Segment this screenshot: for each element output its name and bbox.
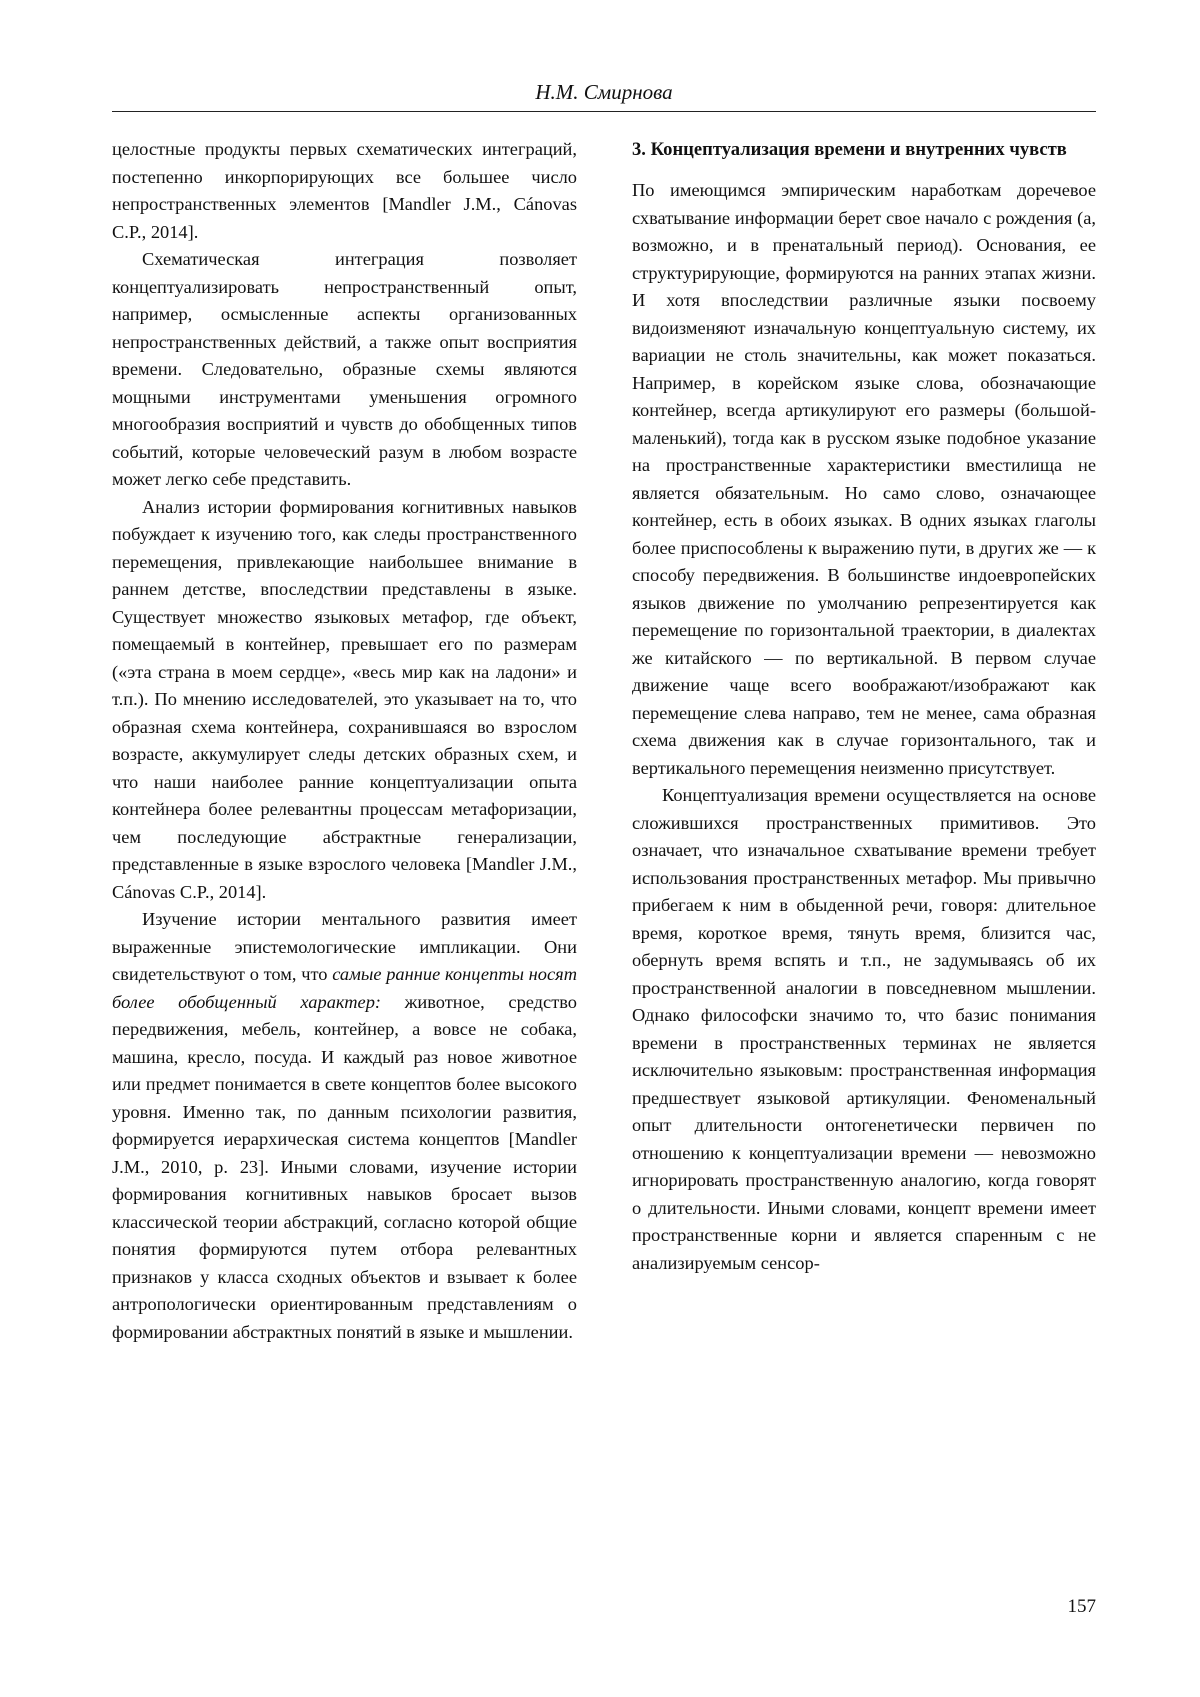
right-column [632, 136, 1096, 1277]
left-paragraph-4-end: животное, средство передвижения, мебель, контейнер, а вовсе не собака, машина, кресло, посуда. И каждый раз новое животное или предмет понимается в свете концептов более высокого уровня. Именно так, по данным психологии развития, формируется иерархическая система концептов [Mandler J.M., 2010, p. 23]. Иными словами, изучение истории формирования когнитивных навыков бросает вызов классической теории абстракций, согласно которой общие понятия формируются путем отбора релевантных признаков у класса сходных объектов и взывает к более антропологически ориентированным представлениям о формировании абстрактных понятий в языке и мышлении. [112, 991, 577, 1342]
section-title: 3. Концептуализация времени и внутренних чувств [632, 139, 1067, 160]
left-paragraph-1: целостные продукты первых схематических интеграций, постепенно инкорпорирующих все большее число непространственных элементов [Mandler J.M., Cánovas C.P., 2014]. [112, 139, 577, 242]
left-paragraph-4-emphasis: самые ранние концепты носят более обобщенный характер: [112, 964, 577, 1012]
right-paragraph-1: По имеющимся эмпирическим наработкам доречевое схватывание информации берет свое начало с рождения (а, возможно, и в пренатальный период). Основания, ее структурирующие, формируются на ранних этапах жизни. И хотя впоследствии различные языки посвоему видоизменяют изначальную концептуальную систему, их вариации не столь значительны, как может показаться. Например, в корейском языке слова, обозначающие контейнер, всегда артикулируют его размеры (большой-маленький), тогда как в русском языке подобное указание на пространственные характеристики вместилища не является обязательным. Но само слово, означающее контейнер, есть в обоих языках. В одних языках глаголы более приспособлены к выражению пути, в других же — к способу передвижения. В большинстве индоевропейских языков движение по умолчанию репрезентируется как перемещение по горизонтальной траектории, в диалектах же китайского — по вертикальной. В первом случае движение чаще всего воображают/изображают как перемещение слева направо, тем не менее, сама образная схема движения как в случае горизонтального, так и вертикального перемещения неизменно присутствует. [632, 180, 1096, 778]
running-header-author: Н.М. Смирнова [535, 80, 673, 104]
left-paragraph-2: Схематическая интеграция позволяет концептуализировать непространственный опыт, например, осмысленные аспекты организованных непространственных действий, а также опыт восприятия времени. Следовательно, образные схемы являются мощными инструментами уменьшения огромного многообразия восприятий и чувств до обобщенных типов событий, которые человеческий разум в любом возрасте может легко себе представить. [112, 249, 577, 489]
page-number: 157 [1067, 1596, 1096, 1617]
left-paragraph-4 [112, 906, 577, 1346]
left-paragraph-4-start: Изучение истории ментального развития имеет выраженные эпистемологические импликации. Они свидетельствуют о том, что [112, 909, 577, 984]
right-paragraph-2: Концептуализация времени осуществляется на основе сложившихся пространственных примитивов. Это означает, что изначальное схватывание времени требует использования пространственных метафор. Мы привычно прибегаем к ним в обыденной речи, говоря: длительное время, короткое время, тянуть время, близится час, обернуть время вспять и т.п., не задумываясь об их пространственной аналогии в повседневном мышлении. Однако философски значимо то, что базис понимания времени в пространственных терминах не является исключительно языковым: пространственная информация предшествует языковой артикуляции. Феноменальный опыт длительности онтогенетически первичен по отношению к концептуализации времени — невозможно игнорировать пространственную аналогию, когда говорят о длительности. Иными словами, концепт времени имеет пространственные корни и является спаренным с не анализируемым сенсор- [632, 785, 1096, 1273]
left-column [112, 136, 577, 1346]
header-rule [112, 111, 1096, 112]
left-paragraph-3: Анализ истории формирования когнитивных навыков побуждает к изучению того, как следы пространственного перемещения, привлекающие наибольшее внимание в раннем детстве, впоследствии представлены в языке. Существует множество языковых метафор, где объект, помещаемый в контейнер, превышает его по размерам («эта страна в моем сердце», «весь мир как на ладони» и т.п.). По мнению исследователей, это указывает на то, что образная схема контейнера, сохранившаяся во взрослом возрасте, аккумулирует следы детских образных схем, и что наши наиболее ранние концептуализации опыта контейнера более релевантны процессам метафоризации, чем последующие абстрактные генерализации, представленные в языке взрослого человека [Mandler J.M., Cánovas C.P., 2014]. [112, 496, 577, 902]
